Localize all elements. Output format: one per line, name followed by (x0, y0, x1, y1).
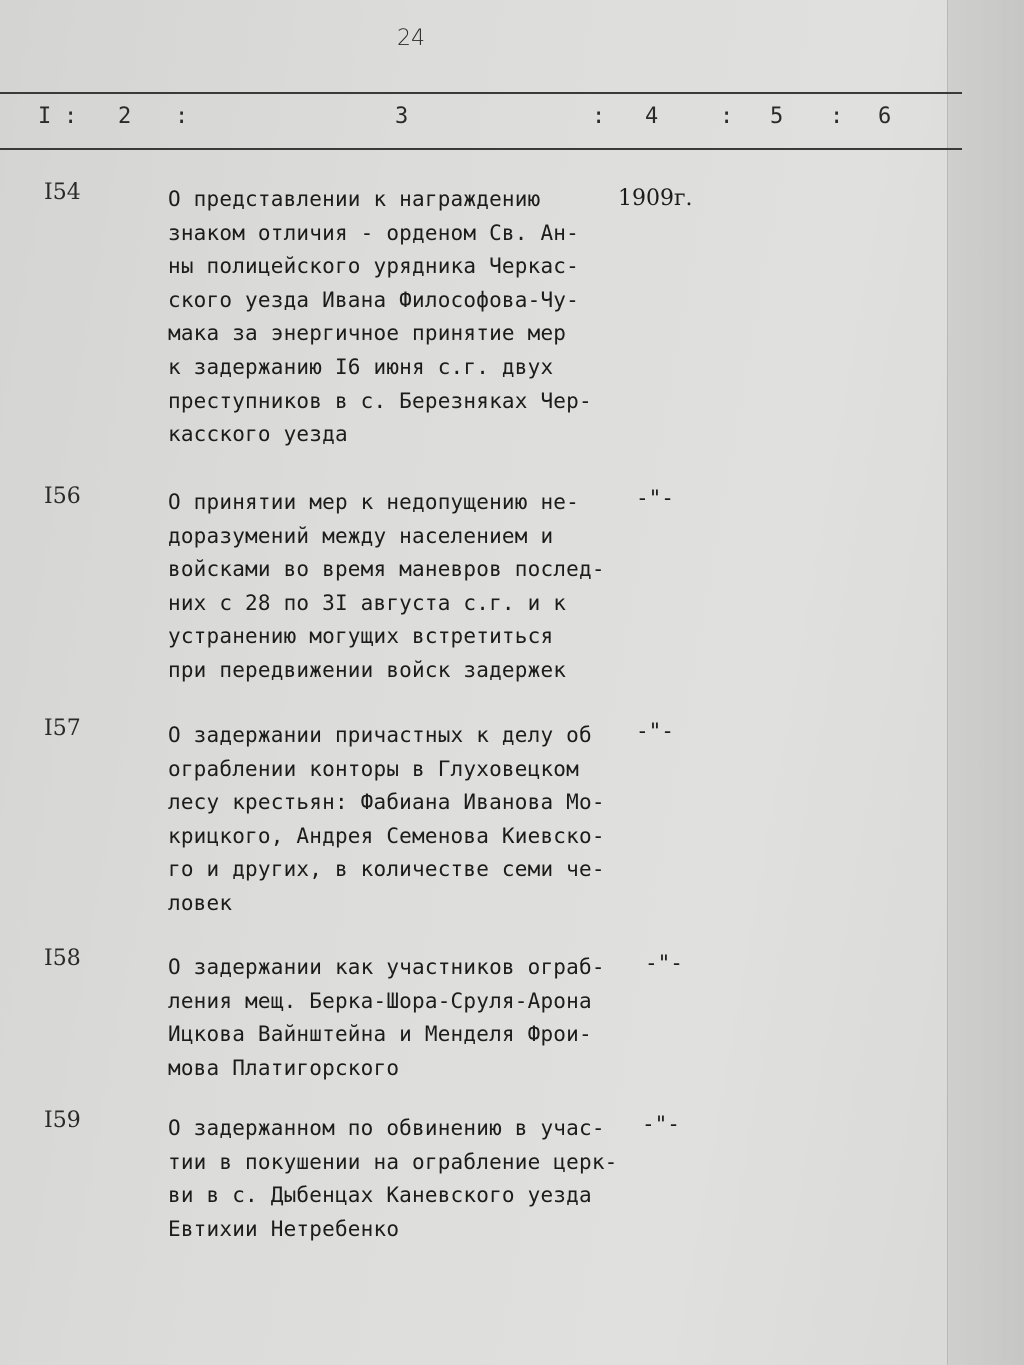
entry-line: к задержанию I6 июня с.г. двух (168, 354, 554, 379)
page-number: 24 (397, 26, 425, 51)
entry-date: -"- (642, 1112, 680, 1136)
entry-number: I56 (44, 484, 81, 509)
entry-line: при передвижении войск задержек (168, 657, 567, 682)
entry-line: доразумений между населением и (168, 523, 554, 548)
entry-number: I59 (44, 1108, 81, 1133)
entry-description (168, 951, 648, 1085)
page-edge (947, 0, 1024, 1365)
entry-line: ловек (168, 890, 233, 915)
column-header-3: 3 (395, 104, 409, 129)
column-header-2: 2 (118, 104, 132, 129)
entry-line: Евтихии Нетребенко (168, 1216, 400, 1241)
entry-date: -"- (636, 719, 674, 743)
entry-line: ления мещ. Берка-Шора-Сруля-Арона (168, 988, 592, 1013)
entry-line: О задержании причастных к делу об (168, 723, 592, 747)
entry-line: устранению могущих встретиться (168, 624, 554, 649)
entry-description (168, 183, 648, 452)
column-separator: : (64, 104, 78, 129)
entry-description (168, 486, 648, 688)
column-header-6: 6 (878, 104, 892, 129)
entry-line: них с 28 по 3I августа с.г. и к (168, 590, 567, 615)
entry-line: О представлении к награждению (168, 187, 541, 211)
entry-number: I58 (44, 946, 81, 971)
entry-date: -"- (645, 951, 683, 975)
entry-description (168, 1112, 648, 1246)
column-header-5: 5 (770, 104, 784, 129)
entry-line: преступников в с. Березняках Чер- (168, 388, 592, 413)
entry-date: 1909г. (618, 186, 693, 211)
entry-line: лесу крестьян: Фабиана Иванова Мо- (168, 790, 605, 815)
entry-line: тии в покушении на ограбление церк- (168, 1149, 618, 1174)
entry-description (168, 719, 648, 921)
entry-line: касского уезда (168, 422, 348, 447)
column-separator: : (592, 104, 606, 129)
entry-line: крицкого, Андрея Семенова Киевско- (168, 823, 605, 848)
entry-line: О задержании как участников ограб- (168, 955, 605, 979)
entry-line: ви в с. Дыбенцах Каневского уезда (168, 1183, 592, 1208)
table-header-bottom-rule (0, 148, 962, 150)
entry-line: ского уезда Ивана Философова-Чу- (168, 287, 579, 312)
column-separator: : (175, 104, 189, 129)
entry-line: ны полицейского урядника Черкас- (168, 254, 579, 279)
entry-number: I54 (44, 180, 81, 205)
entry-line: мака за энергичное принятие мер (168, 321, 567, 346)
entry-line: го и других, в количестве семи че- (168, 857, 605, 882)
entry-date: -"- (636, 486, 674, 510)
entry-line: знаком отличия - орденом Св. Ан- (168, 220, 579, 245)
entry-line: Ицкова Вайнштейна и Менделя Фрои- (168, 1022, 592, 1047)
column-header-4: 4 (645, 104, 659, 129)
column-separator: : (830, 104, 844, 129)
entry-line: О задержанном по обвинению в учас- (168, 1116, 605, 1140)
entry-number: I57 (44, 716, 81, 741)
column-header-1: I (38, 104, 52, 129)
column-separator: : (720, 104, 734, 129)
entry-line: О принятии мер к недопущению не- (168, 490, 579, 514)
table-header-top-rule (0, 92, 962, 94)
entry-line: ограблении конторы в Глуховецком (168, 756, 579, 781)
entry-line: войсками во время маневров послед- (168, 557, 605, 582)
entry-line: мова Платигорского (168, 1055, 400, 1080)
